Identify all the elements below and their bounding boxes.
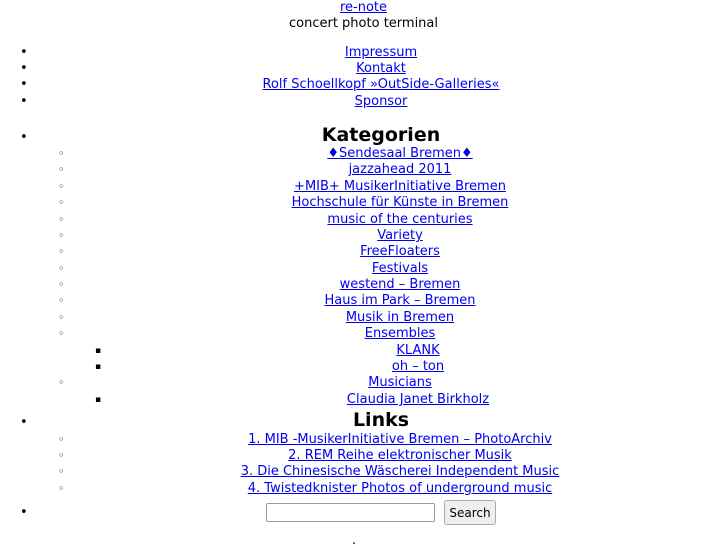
circle-bullet-icon: ◦: [58, 180, 65, 193]
link-item: [0, 448, 727, 464]
page-item-kontakt: [0, 61, 727, 77]
external-link[interactable]: 1. MIB -MusikerInitiative Bremen – PhotoArchiv: [248, 432, 552, 447]
subcategory-item: [0, 343, 727, 359]
subcategory-link[interactable]: Claudia Janet Birkholz: [346, 392, 490, 407]
square-bullet-icon: ▪: [95, 346, 102, 356]
category-link[interactable]: Musik in Bremen: [345, 310, 455, 325]
disc-bullet-icon: •: [20, 505, 28, 520]
subcategory-link[interactable]: oh – ton: [391, 359, 445, 374]
category-item: [0, 310, 727, 326]
category-item: [0, 244, 727, 260]
page-link-kontakt[interactable]: Kontakt: [356, 61, 406, 76]
circle-bullet-icon: ◦: [58, 278, 65, 291]
search-input[interactable]: [266, 503, 435, 522]
square-bullet-icon: ▪: [95, 395, 102, 405]
square-bullet-icon: ▪: [95, 362, 102, 372]
disc-bullet-icon: •: [20, 45, 28, 60]
category-link[interactable]: jazzahead 2011: [348, 162, 452, 177]
category-item: [0, 195, 727, 211]
category-item: [0, 375, 727, 391]
category-item: [0, 293, 727, 309]
circle-bullet-icon: ◦: [58, 245, 65, 258]
category-link[interactable]: westend – Bremen: [339, 277, 461, 292]
category-link[interactable]: Hochschule für Künste in Bremen: [291, 195, 509, 210]
circle-bullet-icon: ◦: [58, 147, 65, 160]
circle-bullet-icon: ◦: [58, 213, 65, 226]
circle-bullet-icon: ◦: [58, 449, 65, 462]
subcategory-item: [0, 392, 727, 408]
category-item: [0, 277, 727, 293]
category-link[interactable]: +MIB+ MusikerInitiative Bremen: [294, 179, 506, 194]
site-title-line: [0, 0, 727, 16]
disc-bullet-icon: •: [20, 77, 28, 92]
categories-heading: Kategorien: [321, 124, 441, 146]
link-item: [0, 432, 727, 448]
category-link[interactable]: music of the centuries: [327, 212, 473, 227]
footer-dot: .: [352, 533, 357, 548]
link-item: [0, 464, 727, 480]
circle-bullet-icon: ◦: [58, 482, 65, 495]
external-link[interactable]: 4. Twistedknister Photos of underground music: [247, 481, 553, 496]
page-item-galleries: [0, 77, 727, 93]
categories-heading-line: [0, 123, 727, 147]
subcategory-item: [0, 359, 727, 375]
disc-bullet-icon: •: [20, 61, 28, 76]
category-item: [0, 261, 727, 277]
category-item: [0, 146, 727, 162]
disc-bullet-icon: •: [20, 130, 28, 145]
circle-bullet-icon: ◦: [58, 465, 65, 478]
page-link-galleries[interactable]: Rolf Schoellkopf »OutSide-Galleries«: [262, 77, 500, 92]
circle-bullet-icon: ◦: [58, 376, 65, 389]
category-item: [0, 326, 727, 342]
page-item-impressum: [0, 45, 727, 61]
category-link[interactable]: Ensembles: [364, 326, 436, 341]
external-link[interactable]: 2. REM Reihe elektronischer Musik: [288, 448, 512, 463]
circle-bullet-icon: ◦: [58, 262, 65, 275]
page-link-sponsor[interactable]: Sponsor: [354, 94, 408, 109]
circle-bullet-icon: ◦: [58, 433, 65, 446]
category-item: [0, 212, 727, 228]
category-link[interactable]: Variety: [377, 228, 423, 243]
circle-bullet-icon: ◦: [58, 196, 65, 209]
disc-bullet-icon: •: [20, 94, 28, 109]
category-link[interactable]: ♦Sendesaal Bremen♦: [327, 146, 473, 161]
circle-bullet-icon: ◦: [58, 163, 65, 176]
search-button[interactable]: Search: [444, 500, 496, 525]
circle-bullet-icon: ◦: [58, 311, 65, 324]
circle-bullet-icon: ◦: [58, 229, 65, 242]
tagline-text: concert photo terminal: [289, 16, 438, 31]
site-tagline: [0, 16, 727, 32]
link-item: [0, 481, 727, 497]
category-link[interactable]: Musicians: [368, 375, 432, 390]
category-item: [0, 162, 727, 178]
page-item-sponsor: [0, 94, 727, 110]
page-link-impressum[interactable]: Impressum: [344, 45, 418, 60]
circle-bullet-icon: ◦: [58, 327, 65, 340]
subcategory-link[interactable]: KLANK: [396, 343, 440, 358]
category-link[interactable]: FreeFloaters: [360, 244, 440, 259]
category-link[interactable]: Festivals: [371, 261, 429, 276]
category-item: [0, 228, 727, 244]
category-item: [0, 179, 727, 195]
site-title-link[interactable]: re-note: [339, 0, 388, 15]
disc-bullet-icon: •: [20, 415, 28, 430]
circle-bullet-icon: ◦: [58, 294, 65, 307]
links-heading-line: [0, 408, 727, 432]
external-link[interactable]: 3. Die Chinesische Wäscherei Independent Music: [240, 464, 560, 479]
links-heading: Links: [352, 409, 410, 431]
category-link[interactable]: Haus im Park – Bremen: [324, 293, 476, 308]
